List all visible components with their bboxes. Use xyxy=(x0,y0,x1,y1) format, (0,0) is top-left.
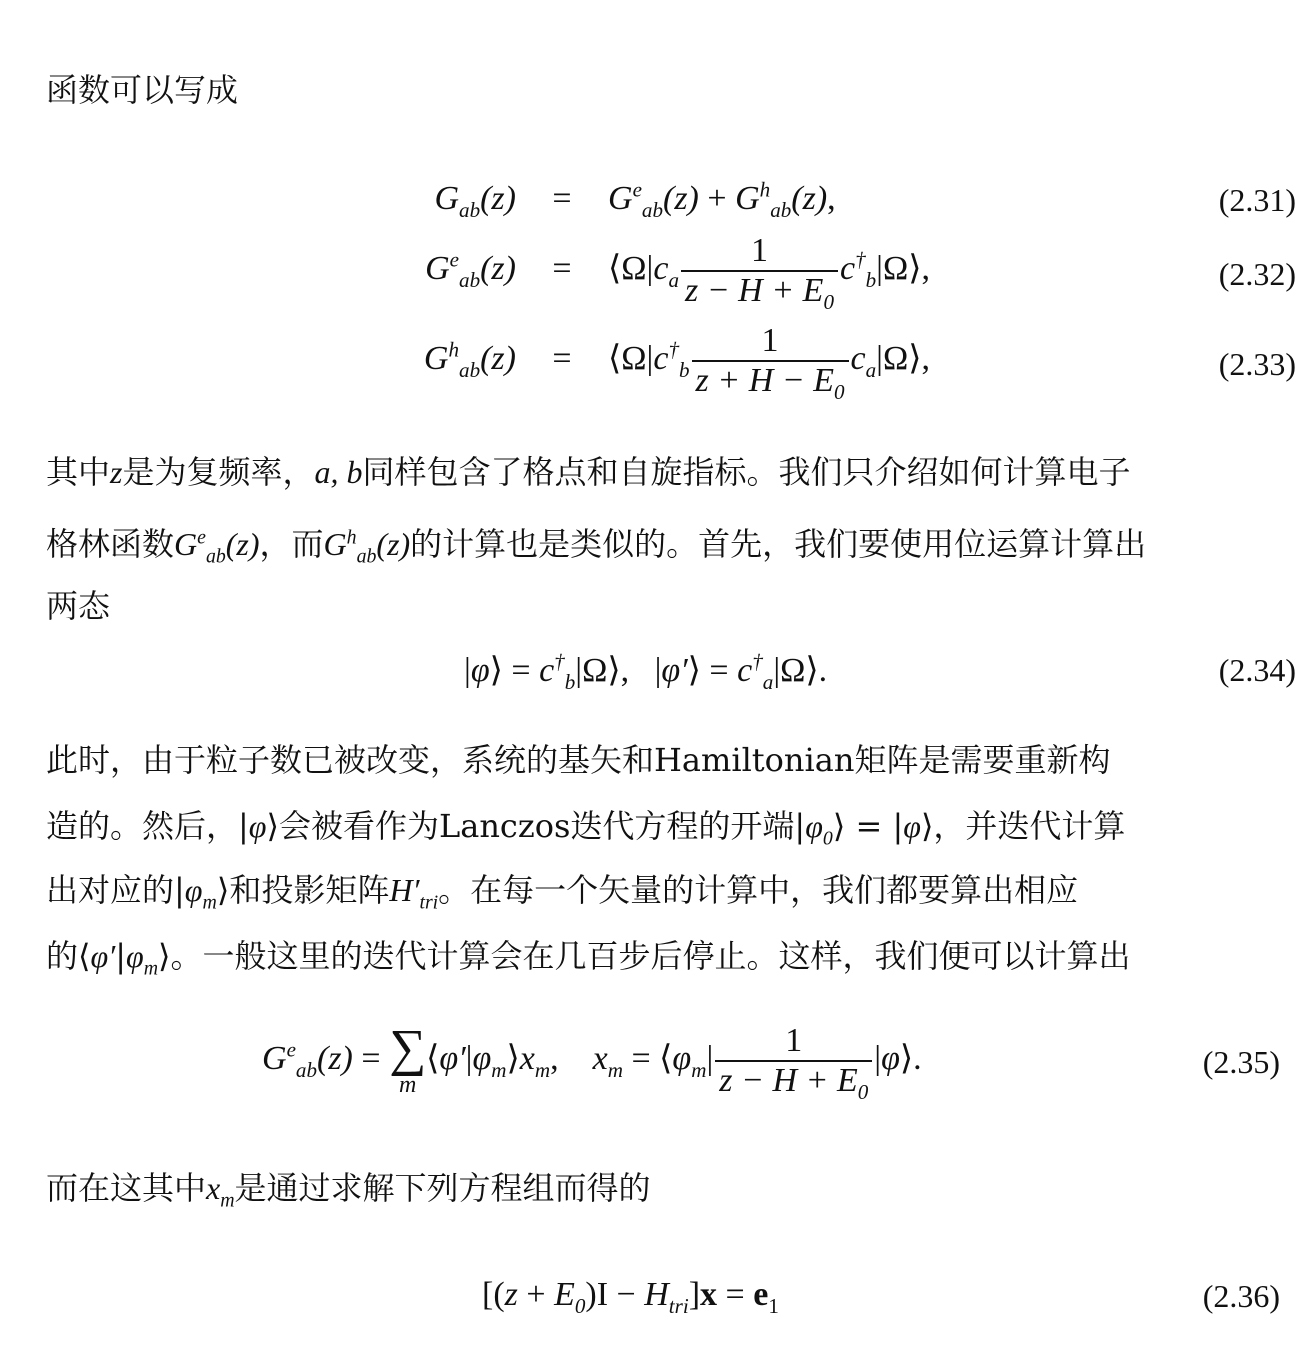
equation-2-36: $[(z + E_0)I - H_{tri}]x = e_1$ xyxy=(482,1276,779,1318)
eq-number-2-31: (2.31) xyxy=(1218,182,1296,218)
paragraph-2-line-1: 此时，由于粒子数已被改变，系统的基矢和Hamiltonian矩阵是需要重新构 xyxy=(46,741,1111,779)
paragraph-1-line-1: 其中z是为复频率，a, b同样包含了格点和自旋指标。我们只介绍如何计算电子 xyxy=(46,453,1131,491)
intro-text: 函数可以写成 xyxy=(46,71,239,109)
paragraph-3-line-1: 而在这其中$x_m$是通过求解下列方程组而得的 xyxy=(46,1169,651,1212)
paragraph-2-line-3: 出对应的$|\varphi_m⟩$和投影矩阵$H'_{tri}$。在每一个矢量的计算中，我们都要算出相应 xyxy=(46,871,1079,914)
equation-2-35: $G^e_{ab}(z)$ = ∑ m $⟨\varphi'|\varphi_m⟩x_m$, $x_m$ = $⟨\varphi_m|$ $\frac{1}{z - H + E_0}$ |φ⟩. xyxy=(262,1020,922,1104)
equation-2-34: |φ⟩ = $c^\dagger_b|\Omega⟩$, |φ′⟩ = $c^\dagger_a|\Omega⟩$. xyxy=(464,649,828,694)
eq-number-2-34: (2.34) xyxy=(1218,652,1296,688)
paragraph-2-line-4: 的$⟨\varphi'|\varphi_m⟩$。一般这里的迭代计算会在几百步后停止。这样，我们便可以计算出 xyxy=(46,937,1131,980)
paragraph-1-line-3: 两态 xyxy=(46,587,111,625)
paragraph-2-line-2: 造的。然后，|φ⟩会被看作为Lanczos迭代方程的开端$|\varphi_0⟩$ = |φ⟩，并迭代计算 xyxy=(46,807,1126,850)
paragraph-1-line-2: 格林函数$G^e_{ab}(z)$，而$G^h_{ab}(z)$的计算也是类似的。首先，我们要使用位运算计算出 xyxy=(46,525,1147,568)
equation-2-32: $G^e_{ab}(z)$ = $⟨\Omega|c_a$ $\frac{1}{z - H + E_0}$ $c^\dagger_b|\Omega⟩$, xyxy=(425,232,931,314)
eq-number-2-35: (2.35) xyxy=(1202,1044,1280,1080)
eq-number-2-33: (2.33) xyxy=(1218,346,1296,382)
eq-number-2-32: (2.32) xyxy=(1218,256,1296,292)
equation-2-33: $G^h_{ab}(z)$ = $⟨\Omega|c^\dagger_b$ $\frac{1}{z + H - E_0}$ $c_a|\Omega⟩$, xyxy=(423,322,931,404)
equation-2-31: $G_{ab}(z) = G^e_{ab}(z) + G^h_{ab}(z)$, xyxy=(434,177,836,222)
eq-number-2-36: (2.36) xyxy=(1202,1278,1280,1314)
